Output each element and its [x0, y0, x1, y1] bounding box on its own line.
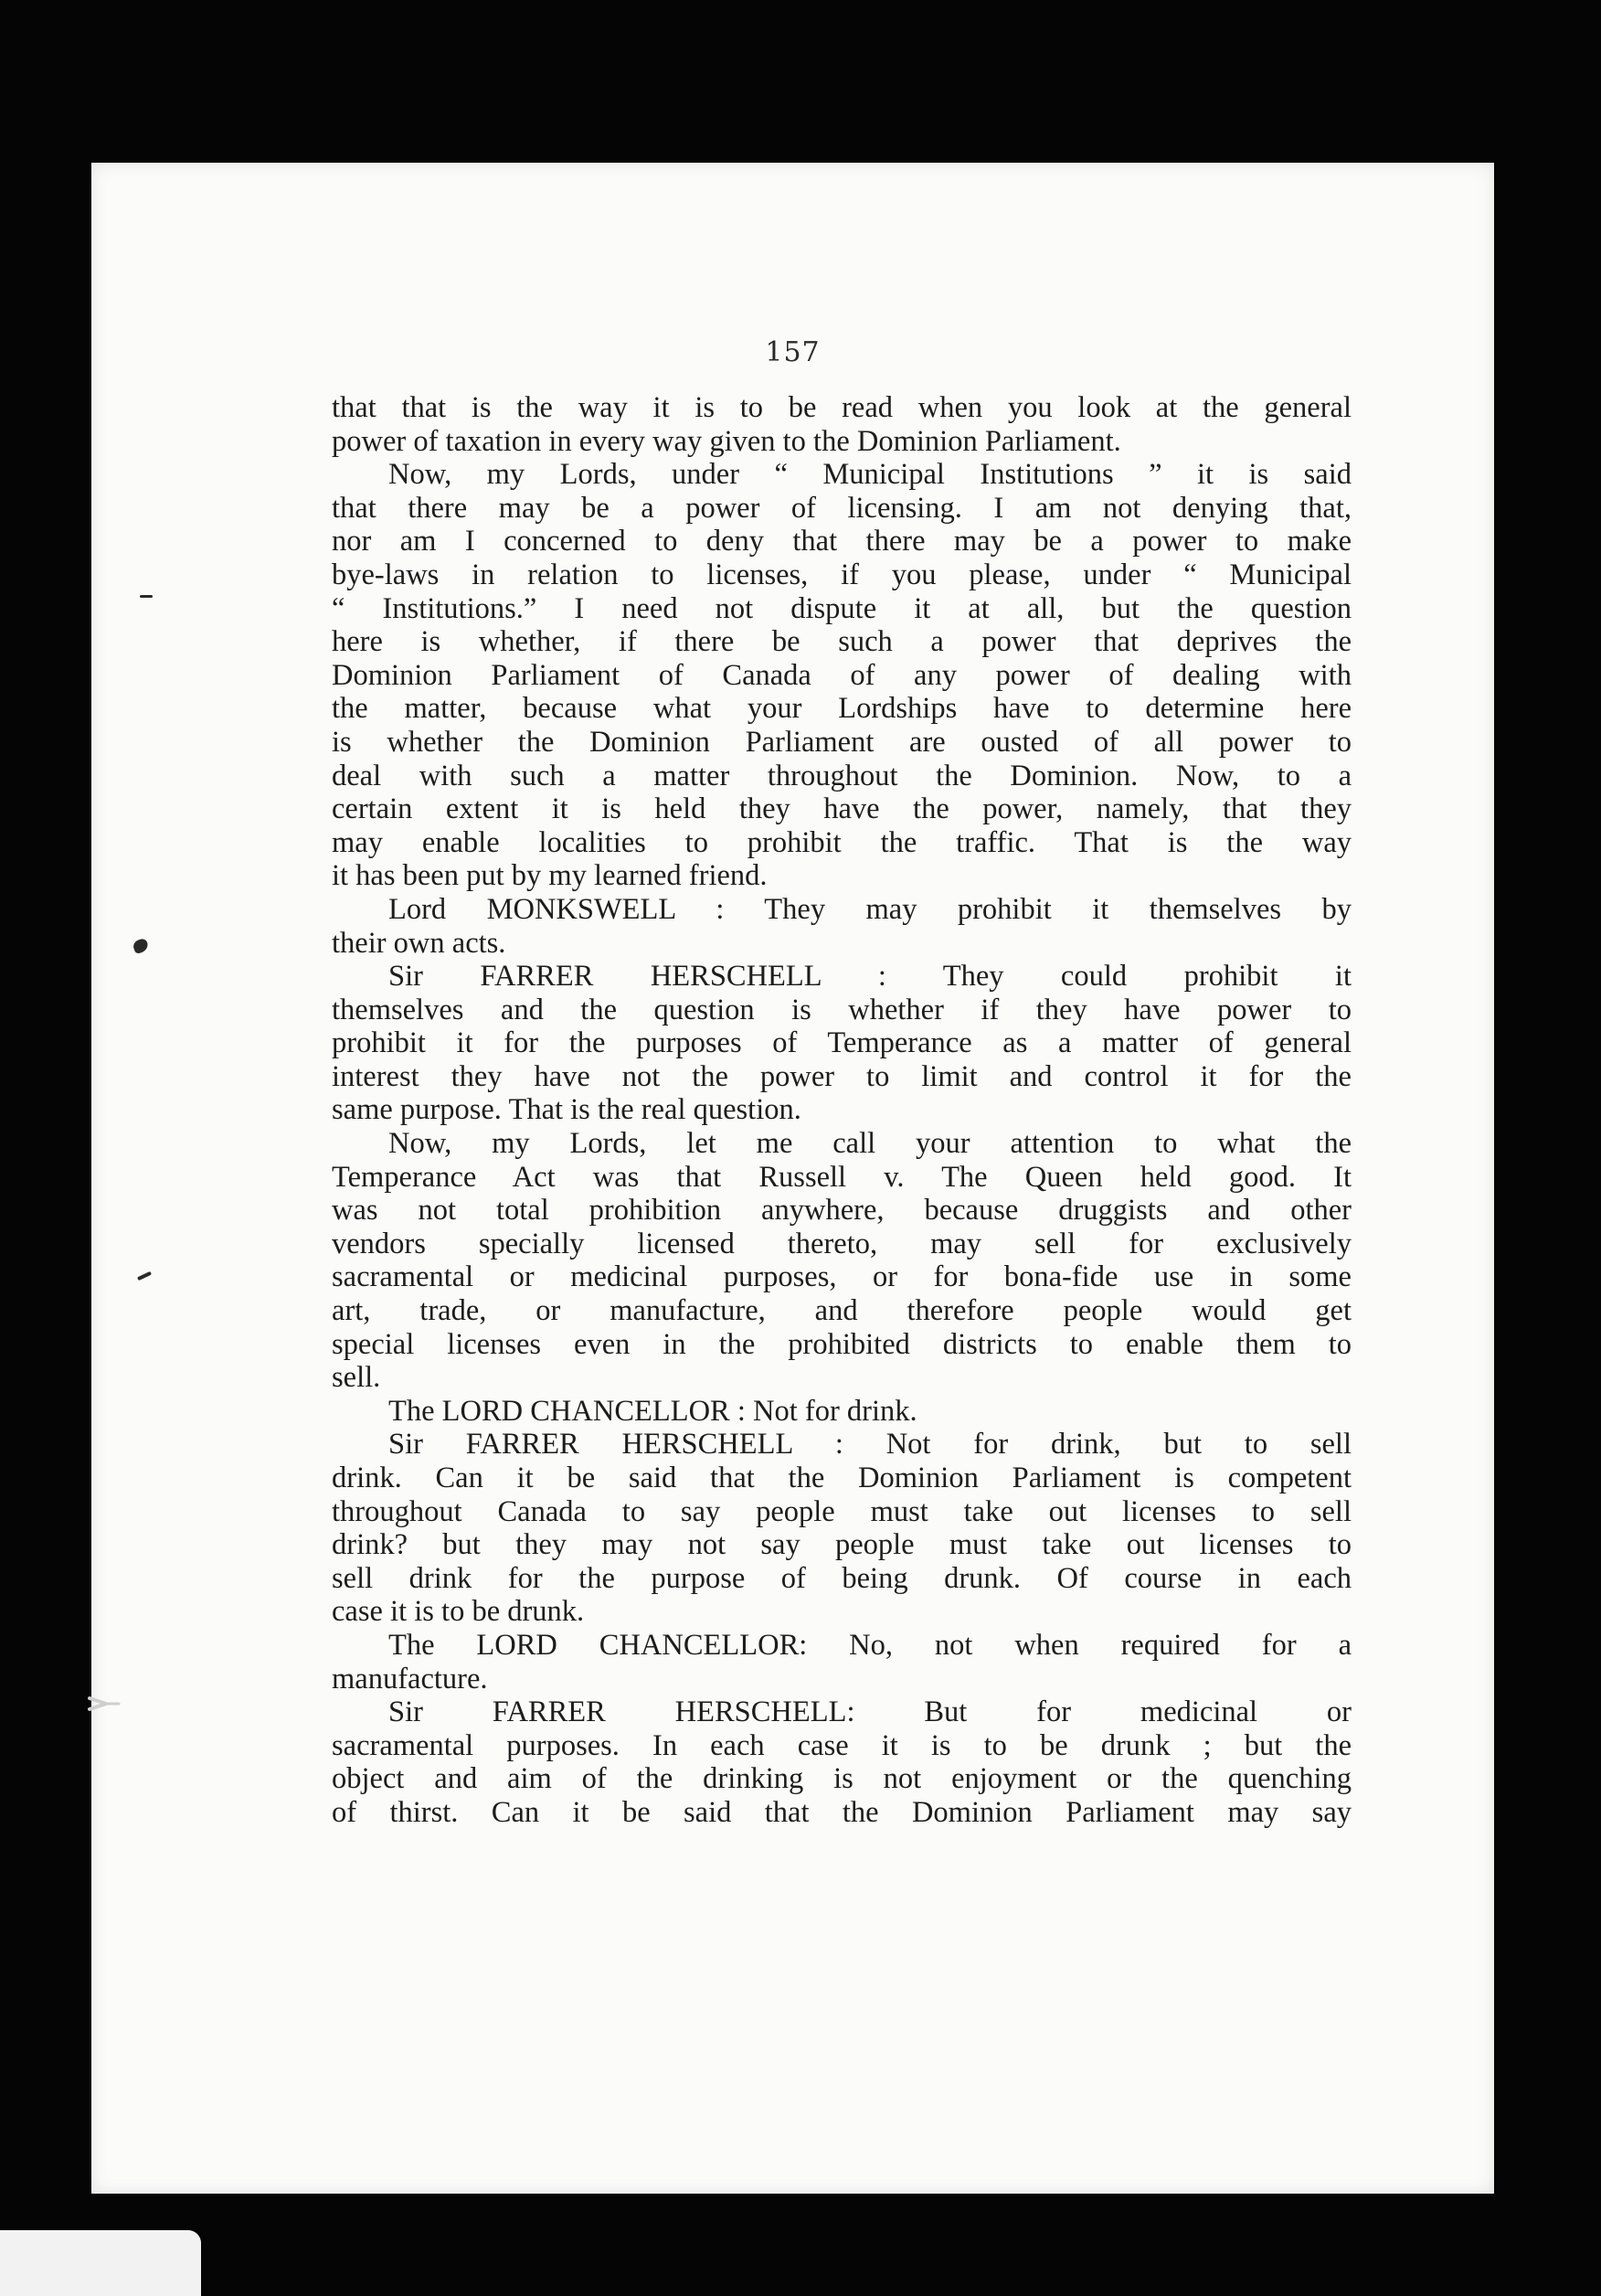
speaker-line: Lord MONKSWELL : They may prohibit it themselves by — [388, 892, 1352, 926]
text-line: certain extent it is held they have the power, namely, that they — [332, 792, 1352, 826]
text-line: Temperance Act was that Russell v. The Queen held good. It — [332, 1160, 1352, 1194]
text-line: object and aim of the drinking is not enjoyment or the quenching — [332, 1762, 1352, 1796]
text-line: “ Institutions.” I need not dispute it at all, but the question — [332, 591, 1352, 625]
text-line: that there may be a power of licensing. I am not denying that, — [332, 491, 1352, 525]
text-line: Dominion Parliament of Canada of any power of dealing with — [332, 658, 1352, 692]
text-line: Now, my Lords, under “ Municipal Institutions ” it is said — [388, 458, 1352, 492]
text-line: may enable localities to prohibit the traffic. That is the way — [332, 825, 1352, 859]
text-line: their own acts. — [332, 926, 506, 960]
text-line: of thirst. Can it be said that the Dominion Parliament may say — [332, 1795, 1352, 1829]
document-page — [91, 163, 1494, 2194]
text-line: same purpose. That is the real question. — [332, 1093, 801, 1127]
text-line: nor am I concerned to deny that there may be a power to make — [332, 525, 1352, 558]
text-line: sacramental or medicinal purposes, or for bona-fide use in some — [332, 1260, 1352, 1294]
text-line: case it is to be drunk. — [332, 1595, 585, 1629]
speaker-line: The LORD CHANCELLOR : Not for drink. — [388, 1394, 917, 1428]
margin-dash-mark — [140, 595, 153, 598]
text-line: deal with such a matter throughout the Dominion. Now, to a — [332, 759, 1352, 792]
text-line: Now, my Lords, let me call your attention to what the — [388, 1127, 1352, 1161]
text-line: drink? but they may not say people must take out licenses to — [332, 1528, 1352, 1562]
text-line: it has been put by my learned friend. — [332, 859, 768, 893]
text-line: sell. — [332, 1361, 381, 1395]
speaker-line: The LORD CHANCELLOR: No, not when required for a — [388, 1628, 1352, 1662]
text-line: throughout Canada to say people must take out licenses to sell — [332, 1494, 1352, 1528]
speaker-line: Sir FARRER HERSCHELL : They could prohibit it — [388, 960, 1352, 994]
margin-arrow-icon — [88, 1693, 121, 1715]
text-line: sell drink for the purpose of being drunk. Of course in each — [332, 1561, 1352, 1595]
text-line: drink. Can it be said that the Dominion Parliament is competent — [332, 1462, 1352, 1494]
body-text — [332, 391, 1352, 1830]
text-line: sacramental purposes. In each case it is to be drunk ; but the — [332, 1728, 1352, 1762]
text-line: special licenses even in the prohibited districts to enable them to — [332, 1327, 1352, 1361]
speaker-line: Sir FARRER HERSCHELL : Not for drink, but to sell — [388, 1428, 1352, 1462]
text-line: power of taxation in every way given to the Dominion Parliament. — [332, 424, 1121, 458]
text-line: vendors specially licensed thereto, may sell for exclusively — [332, 1227, 1352, 1260]
text-line: themselves and the question is whether if they have power to — [332, 993, 1352, 1026]
speaker-line: Sir FARRER HERSCHELL: But for medicinal or — [388, 1695, 1352, 1729]
text-line: here is whether, if there be such a power that deprives the — [332, 625, 1352, 659]
text-line: is whether the Dominion Parliament are ousted of all power to — [332, 725, 1352, 759]
text-line: prohibit it for the purposes of Temperance as a matter of general — [332, 1026, 1352, 1060]
text-line: was not total prohibition anywhere, because druggists and other — [332, 1194, 1352, 1228]
page-number: 157 — [765, 336, 821, 368]
scan-corner-tab — [0, 2230, 201, 2296]
text-line: that that is the way it is to be read when you look at the general — [332, 391, 1352, 424]
text-line: manufacture. — [332, 1662, 488, 1695]
text-line: bye-laws in relation to licenses, if you please, under “ Municipal — [332, 558, 1352, 591]
text-line: interest they have not the power to limit and control it for the — [332, 1059, 1352, 1093]
text-line: the matter, because what your Lordships have to determine here — [332, 692, 1352, 726]
text-line: art, trade, or manufacture, and therefore people would get — [332, 1294, 1352, 1328]
